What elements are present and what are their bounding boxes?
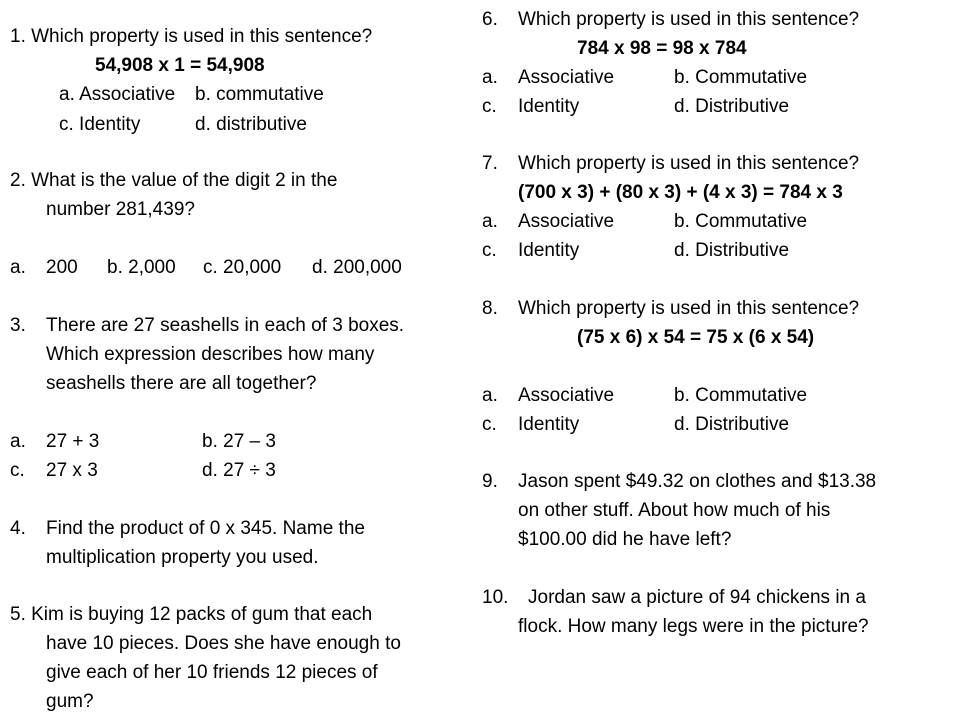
question-3-stem-line-2: Which expression describes how many [46, 344, 375, 365]
question-6-option-a: Associative [518, 67, 615, 88]
question-3-option-a: 27 + 3 [46, 431, 100, 452]
question-3-option-c-label: c. [10, 460, 25, 481]
question-4-stem-line-2: multiplication property you used. [46, 547, 319, 568]
question-6-option-b: b. Commutative [674, 67, 808, 88]
question-3-option-b: b. 27 – 3 [202, 431, 276, 452]
question-5-stem-line-1: 5. Kim is buying 12 packs of gum that each [10, 604, 373, 625]
question-6-option-c-label: c. [482, 96, 497, 117]
question-2-option-a-label: a. [10, 257, 26, 278]
question-6-stem: Which property is used in this sentence? [518, 9, 860, 30]
question-3-option-d: d. 27 ÷ 3 [202, 460, 276, 481]
question-3-stem-line-3: seashells there are all together? [46, 373, 317, 394]
question-6-option-c: Identity [518, 96, 580, 117]
question-9-number: 9. [482, 471, 498, 492]
question-5-stem-line-2: have 10 pieces. Does she have enough to [46, 633, 401, 654]
question-8-number: 8. [482, 298, 498, 319]
question-8-stem: Which property is used in this sentence? [518, 298, 860, 319]
question-7-number: 7. [482, 153, 498, 174]
question-7-option-b: b. Commutative [674, 211, 808, 232]
question-6-option-d: d. Distributive [674, 96, 790, 117]
question-1-option-a: a. Associative [59, 84, 176, 105]
question-9-stem-line-2: on other stuff. About how much of his [518, 500, 831, 521]
question-7-option-c-label: c. [482, 240, 497, 261]
question-8-equation: (75 x 6) x 54 = 75 x (6 x 54) [577, 327, 815, 348]
question-10-stem-line-1: Jordan saw a picture of 94 chickens in a [528, 587, 866, 608]
question-7-option-a-label: a. [482, 211, 498, 232]
question-7-equation: (700 x 3) + (80 x 3) + (4 x 3) = 784 x 3 [518, 182, 843, 203]
question-8-option-c: Identity [518, 414, 580, 435]
question-2-option-c: c. 20,000 [203, 257, 282, 278]
question-2-stem-line-2: number 281,439? [46, 199, 195, 220]
question-1-stem: 1. Which property is used in this sentence? [10, 26, 373, 47]
question-8-option-c-label: c. [482, 414, 497, 435]
question-1-option-b: b. commutative [195, 84, 324, 105]
question-9-stem-line-3: $100.00 did he have left? [518, 529, 732, 550]
question-3-option-a-label: a. [10, 431, 26, 452]
question-4-stem-line-1: Find the product of 0 x 345. Name the [46, 518, 365, 539]
question-7-option-c: Identity [518, 240, 580, 261]
question-7-option-a: Associative [518, 211, 615, 232]
question-7-stem: Which property is used in this sentence? [518, 153, 860, 174]
question-9-stem-line-1: Jason spent $49.32 on clothes and $13.38 [518, 471, 877, 492]
question-10-number: 10. [482, 587, 509, 608]
question-10-stem-line-2: flock. How many legs were in the picture? [518, 616, 869, 637]
question-6-number: 6. [482, 9, 498, 30]
question-8-option-d: d. Distributive [674, 414, 790, 435]
question-1-option-d: d. distributive [195, 114, 307, 135]
question-2-stem-line-1: 2. What is the value of the digit 2 in the [10, 170, 338, 191]
question-6-equation: 784 x 98 = 98 x 784 [577, 38, 747, 59]
question-1-option-c: c. Identity [59, 114, 141, 135]
question-2-option-b: b. 2,000 [107, 257, 176, 278]
question-1-equation: 54,908 x 1 = 54,908 [95, 55, 265, 76]
question-4-number: 4. [10, 518, 26, 539]
question-3-stem-line-1: There are 27 seashells in each of 3 boxes. [46, 315, 405, 336]
question-2-option-d: d. 200,000 [312, 257, 402, 278]
question-6-option-a-label: a. [482, 67, 498, 88]
question-3-number: 3. [10, 315, 26, 336]
question-8-option-a-label: a. [482, 385, 498, 406]
question-5-stem-line-3: give each of her 10 friends 12 pieces of [46, 662, 378, 683]
question-3-option-c: 27 x 3 [46, 460, 98, 481]
question-8-option-b: b. Commutative [674, 385, 808, 406]
question-5-stem-line-4: gum? [46, 691, 94, 712]
question-8-option-a: Associative [518, 385, 615, 406]
question-7-option-d: d. Distributive [674, 240, 790, 261]
question-2-option-a: 200 [46, 257, 78, 278]
